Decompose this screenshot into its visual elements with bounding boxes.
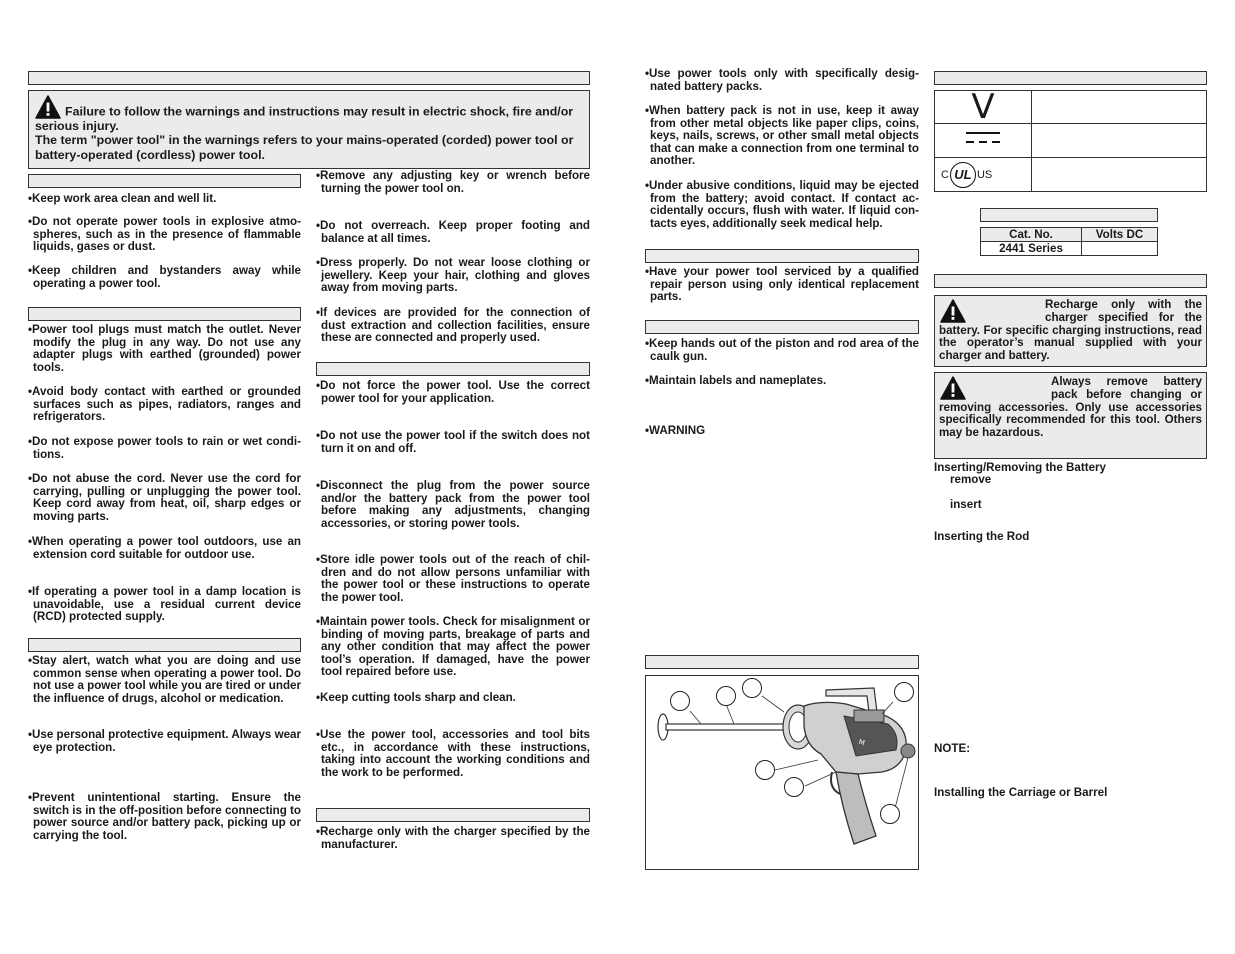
list-item: •Do not operate power tools in explosive atmospheres, such as in the presence of flammable liquids, gases or dust. [28, 215, 301, 254]
list-item: •Maintain labels and nameplates. [645, 374, 827, 387]
direct-current-icon [963, 128, 1003, 148]
battery-removal-warning-text: Always remove battery pack before changing or removing accessories. Only use accessories specifically recommended for this tool. Others may be hazardous. [939, 375, 1202, 440]
specifications-table [980, 227, 1158, 256]
tool-illustration-frame [645, 675, 919, 870]
list-item: •When operating a power tool outdoors, use an extension cord suitable for outdoor use. [28, 535, 301, 561]
section-header-tool-use [316, 362, 590, 376]
note-label: NOTE: [934, 742, 971, 755]
charger-warning-box [934, 295, 1207, 367]
list-item: •If operating a power tool in a damp location is unavoidable, use a residual current device (RCD) protected supply. [28, 585, 301, 624]
list-item: •Under abusive conditions, liquid may be ejected from the battery; avoid contact. If contact accidentally occurs, flush with water. If liquid contacts eyes, additionally seek medical help. [645, 179, 919, 230]
list-item: •Use the power tool, accessories and tool bits etc., in accordance with these instructions, taking into account the working conditions and the work to be performed. [316, 728, 590, 779]
list-item: •Do not overreach. Keep proper footing and balance at all times. [316, 219, 590, 245]
inserting-rod-heading: Inserting the Rod [934, 530, 1030, 543]
warning-text-1: Failure to follow the warnings and instructions may result in electric shock, fire and/or serious injury. [35, 104, 574, 133]
list-item: •Use power tools only with specifically designated battery packs. [645, 67, 919, 93]
callout-circle [755, 760, 775, 780]
warning-icon [35, 95, 61, 119]
callout-circle [742, 678, 762, 698]
section-header-functional-description [645, 655, 919, 669]
section-header-battery-use [316, 808, 590, 822]
warning-icon [939, 376, 967, 400]
callout-circle [670, 691, 690, 711]
list-item: •Keep work area clean and well lit. [28, 192, 217, 205]
section-header-assembly [934, 274, 1207, 288]
remove-label: remove [950, 473, 992, 486]
list-item: •Prevent unintentional starting. Ensure the switch is in the off-position before connecting to power source and/or battery pack, picking up or carrying the tool. [28, 791, 301, 842]
section-header-service [645, 249, 919, 263]
installing-carriage-heading: Installing the Carriage or Barrel [934, 786, 1108, 799]
callout-circle [784, 777, 804, 797]
list-item: •Dress properly. Do not wear loose clothing or jewellery. Keep your hair, clothing and gloves away from moving parts. [316, 256, 590, 295]
list-item: •Remove any adjusting key or wrench before turning the power tool on. [316, 169, 590, 195]
spec-header-cat-no: Cat. No. [981, 228, 1082, 242]
section-header-symbology [934, 71, 1207, 85]
callout-circle [716, 686, 736, 706]
list-item: •Do not expose power tools to rain or wet conditions. [28, 435, 301, 461]
list-item: •WARNING [645, 424, 706, 437]
list-item: •Power tool plugs must match the outlet. Never modify the plug in any way. Do not use any adapter plugs with earthed (grounded) power tools. [28, 323, 301, 374]
warning-icon [939, 299, 967, 323]
section-header-specific-safety [645, 320, 919, 334]
insert-label: insert [950, 498, 982, 511]
svg-text:M: M [857, 737, 866, 748]
spec-header-volts: Volts DC [1082, 228, 1158, 242]
volts-symbol: V [971, 87, 995, 127]
list-item: •Disconnect the plug from the power source and/or the battery pack from the power tool before making any adjustments, changing accessories, or storing power tools. [316, 479, 590, 530]
section-header-specifications [980, 208, 1158, 222]
section-header-work-area [28, 174, 301, 188]
spec-cell-volts [1082, 242, 1158, 256]
list-item: •Keep cutting tools sharp and clean. [316, 691, 516, 704]
list-item: •Stay alert, watch what you are doing and use common sense when operating a power tool. Do not use a power tool while you are tired or under the influence of drugs, alcohol or medication. [28, 654, 301, 705]
list-item: •Maintain power tools. Check for misalignment or binding of moving parts, breakage of parts and any other condition that may affect the power tool’s operation. If damaged, have the power tool repaired before use. [316, 615, 590, 679]
list-item: •Do not abuse the cord. Never use the cord for carrying, pulling or unplugging the power tool. Keep cord away from heat, oil, sharp edges or moving parts. [28, 472, 301, 523]
section-header-general-safety [28, 71, 590, 85]
spec-cell-cat-no: 2441 Series [981, 242, 1082, 256]
list-item: •When battery pack is not in use, keep it away from other metal objects like paper clips, coins, keys, nails, screws, or other small metal objects that can make a connection from one terminal to another. [645, 104, 919, 168]
callout-circle [880, 804, 900, 824]
list-item: •Do not use the power tool if the switch does not turn it on and off. [316, 429, 590, 455]
callout-circle [894, 682, 914, 702]
list-item: •Avoid body contact with earthed or grounded surfaces such as pipes, radiators, ranges and refrigerators. [28, 385, 301, 424]
list-item: •Do not force the power tool. Use the correct power tool for your application. [316, 379, 590, 405]
inserting-battery-heading: Inserting/Removing the Battery [934, 461, 1107, 474]
general-warning-box [28, 90, 590, 169]
list-item: •If devices are provided for the connection of dust extraction and collection facilities, ensure these are connected and properly used. [316, 306, 590, 345]
symbology-table [934, 87, 1207, 192]
list-item: •Keep children and bystanders away while operating a power tool. [28, 264, 301, 290]
list-item: •Have your power tool serviced by a qualified repair person using only identical replacement parts. [645, 265, 919, 304]
charger-warning-text: Recharge only with the charger specified for the battery. For specific charging instructions, read the operator’s manual supplied with your charger and battery. [939, 298, 1202, 363]
list-item: •Keep hands out of the piston and rod area of the caulk gun. [645, 337, 919, 363]
list-item: •Store idle power tools out of the reach of children and do not allow persons unfamiliar with the power tool or these instructions to operate the power tool. [316, 553, 590, 604]
list-item: •Use personal protective equipment. Always wear eye protection. [28, 728, 301, 754]
list-item: •Recharge only with the charger specified by the manufacturer. [316, 825, 590, 851]
warning-text-2: The term "power tool" in the warnings refers to your mains-operated (corded) power tool or battery-operated (cordless) power tool. [35, 133, 574, 162]
section-header-personal-safety [28, 638, 301, 652]
section-header-electrical [28, 307, 301, 321]
battery-removal-warning-box [934, 372, 1207, 459]
ul-listing-icon: C UL US [941, 162, 992, 188]
